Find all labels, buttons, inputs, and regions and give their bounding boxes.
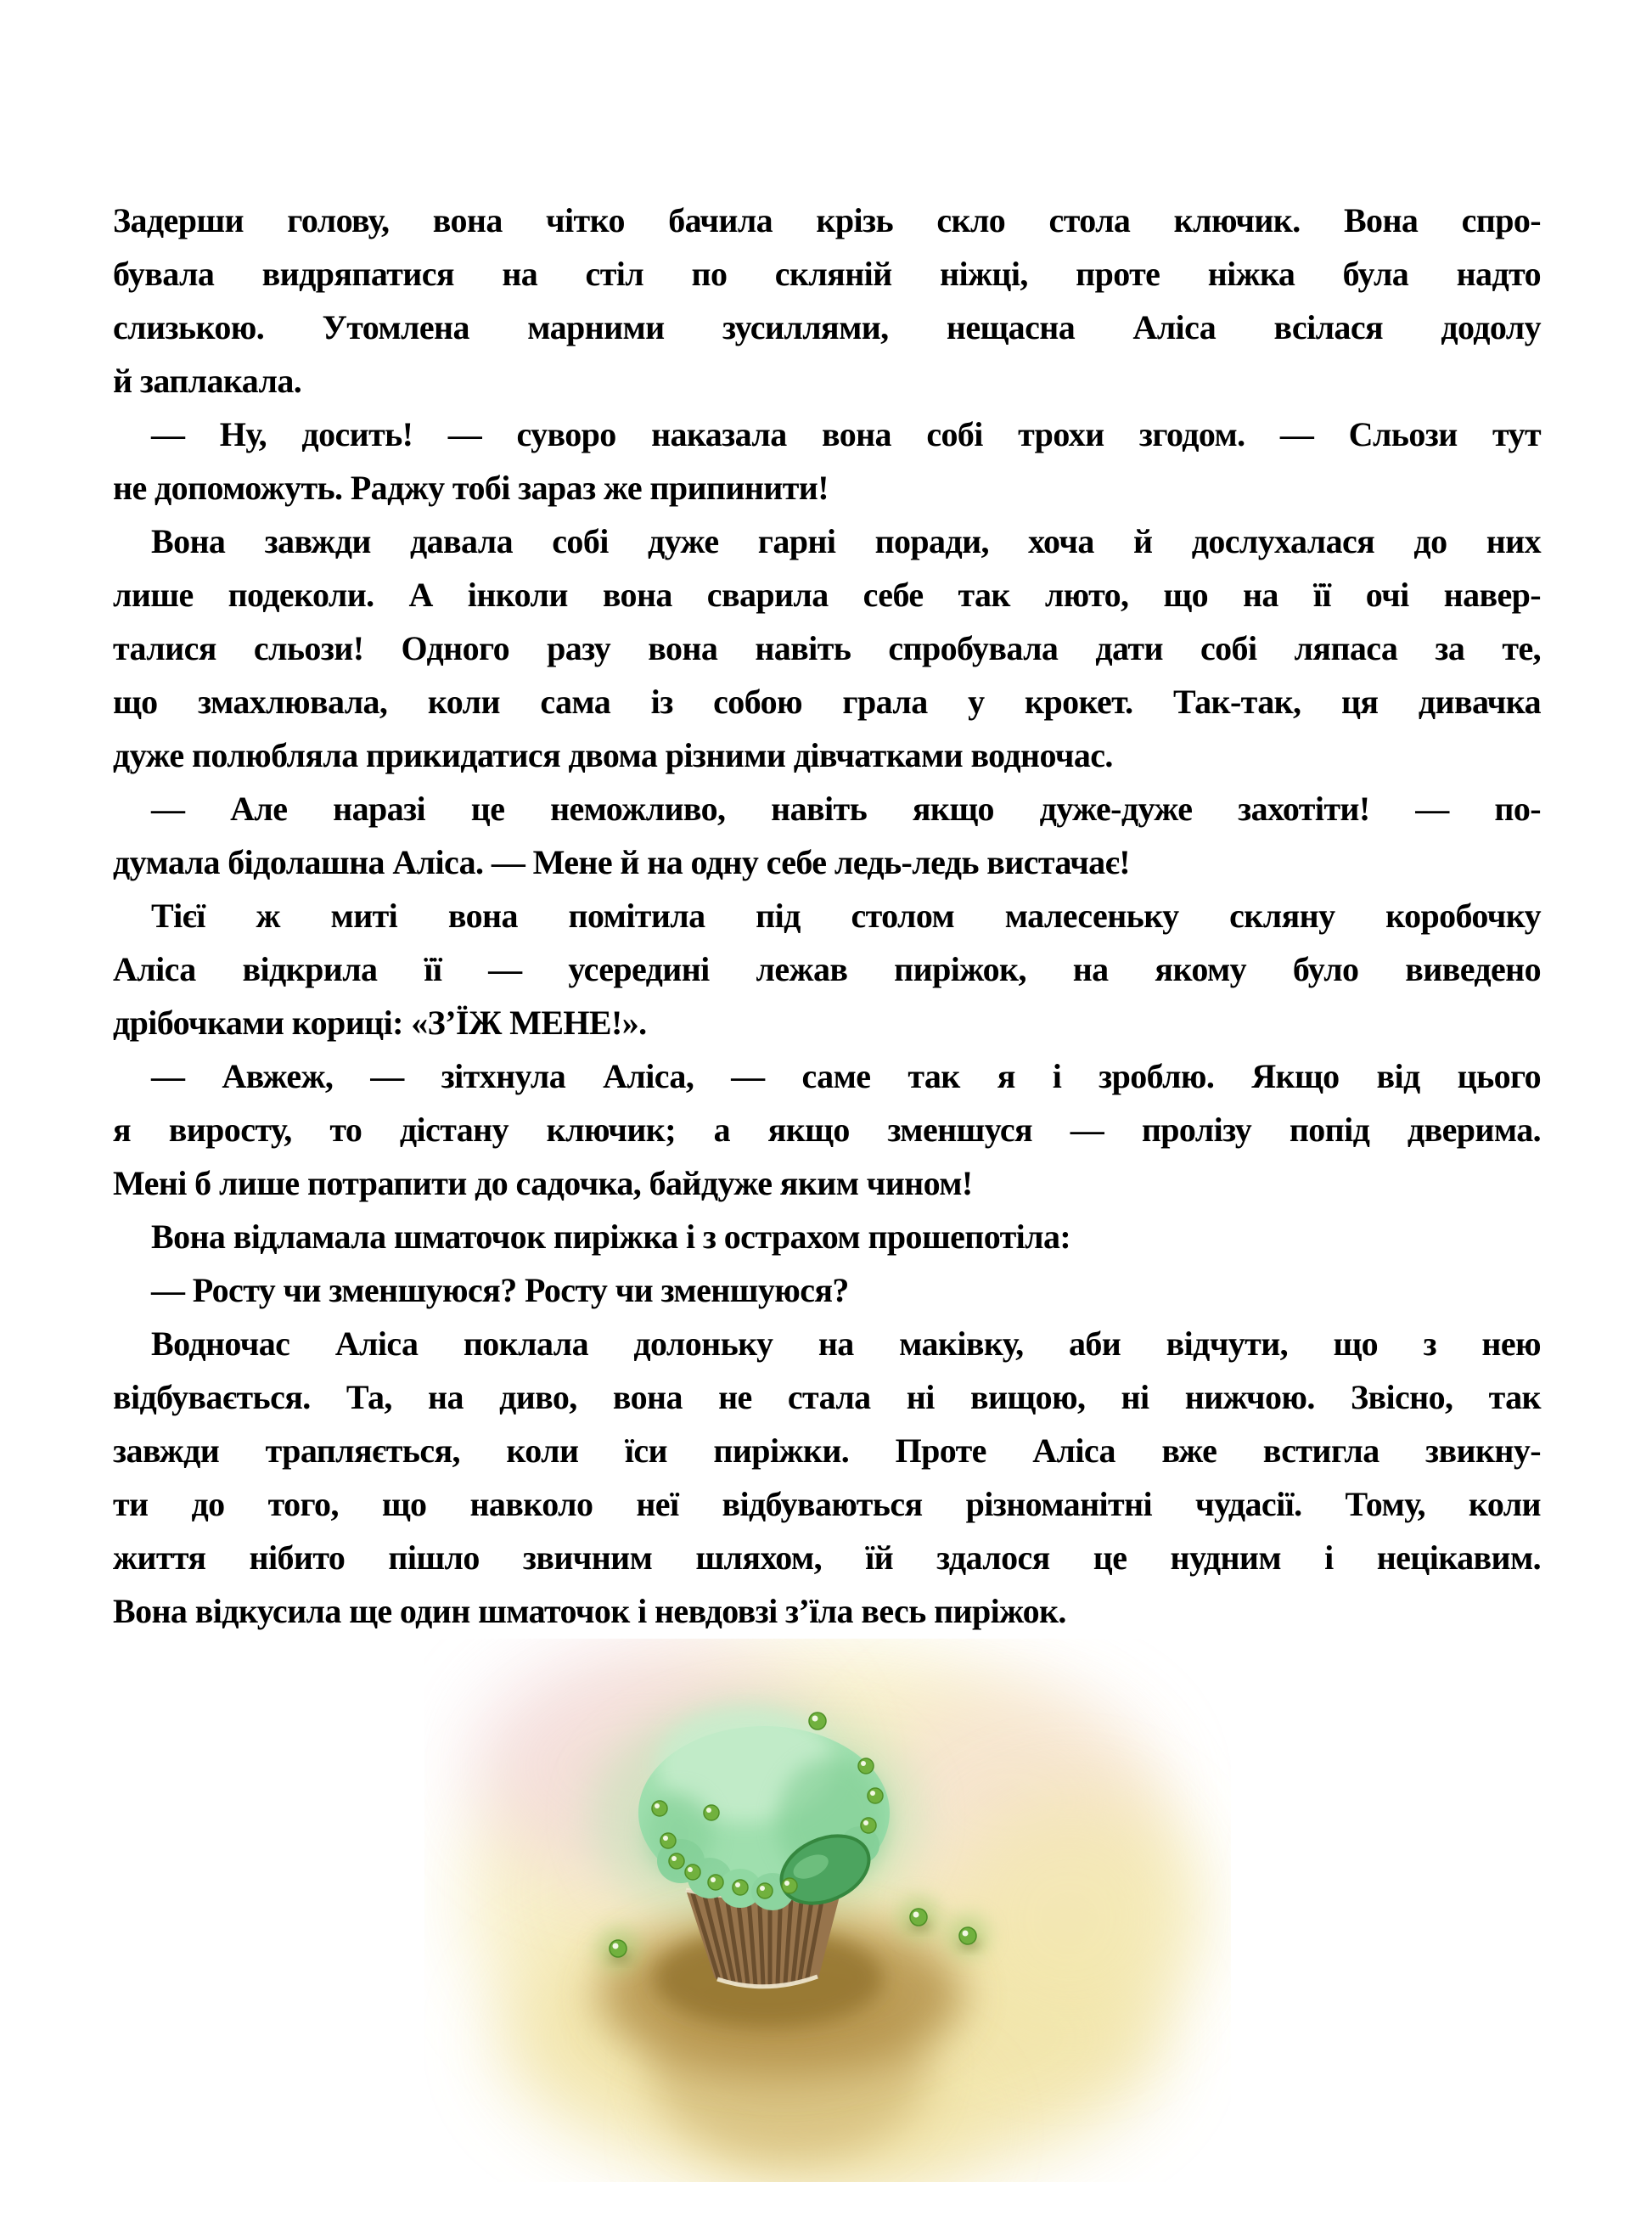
- text-line: життя нібито пішло звичним шляхом, їй здалося це нудним і нецікавим.: [113, 1538, 1541, 1577]
- cupcake-illustration: [424, 1639, 1231, 2182]
- text-line: ти до того, що навколо неї відбуваються різноманітні чудасії. Тому, коли: [113, 1485, 1541, 1523]
- text-line: Задерши голову, вона чітко бачила крізь скло стола ключик. Вона спро-: [113, 201, 1541, 239]
- text-line: Вона відкусила ще один шматочок і невдовзі з’їла весь пиріжок.: [113, 1592, 1066, 1630]
- text-line: — Ну, досить! — суворо наказала вона собі трохи згодом. — Сльози тут: [151, 415, 1541, 453]
- text-line: — Авжеж, — зітхнула Аліса, — саме так я і зроблю. Якщо від цього: [151, 1057, 1541, 1095]
- paragraph: [113, 1210, 1541, 1263]
- text-line: дрібочками кориці: «З’ЇЖ МЕНЕ!».: [113, 1004, 647, 1042]
- text-line: талися сльози! Одного разу вона навіть спробувала дати собі ляпаса за те,: [113, 629, 1541, 667]
- paragraph: [113, 515, 1541, 782]
- text-line: я виросту, то дістану ключик; а якщо зменшуся — пролізу попід дверима.: [113, 1111, 1541, 1149]
- text-line: Водночас Аліса поклала долоньку на маківку, аби відчути, що з нею: [151, 1325, 1541, 1363]
- paragraph: [113, 1263, 1541, 1317]
- text-line: Мені б лише потрапити до садочка, байдуже яким чином!: [113, 1164, 973, 1202]
- paragraph: [113, 1049, 1541, 1210]
- text-line: Вона відламала шматочок пиріжка і з острахом прошепотіла:: [151, 1218, 1071, 1256]
- text-line: Тієї ж миті вона помітила під столом малесеньку скляну коробочку: [151, 897, 1541, 935]
- paragraph: [113, 889, 1541, 1049]
- text-line: завжди трапляється, коли їси пиріжки. Проте Аліса вже встигла звикну-: [113, 1431, 1541, 1470]
- text-line: думала бідолашна Аліса. — Мене й на одну себе ледь-ледь вистачає!: [113, 843, 1130, 881]
- text-line: бувала видряпатися на стіл по скляній ніжці, проте ніжка була надто: [113, 255, 1541, 293]
- text-line: Вона завжди давала собі дуже гарні поради, хоча й дослухалася до них: [151, 522, 1541, 560]
- text-line: слизькою. Утомлена марними зусиллями, нещасна Аліса всілася додолу: [113, 308, 1541, 346]
- cupcake-illustration-svg: [424, 1639, 1231, 2182]
- text-line: й заплакала.: [113, 362, 302, 400]
- text-line: дуже полюбляла прикидатися двома різними дівчатками водночас.: [113, 736, 1113, 774]
- text-line: — Росту чи зменшуюся? Росту чи зменшуюся?: [151, 1271, 849, 1309]
- paragraph: [113, 194, 1541, 408]
- text-line: лише подеколи. А інколи вона сварила себе так люто, що на її очі навер-: [113, 576, 1541, 614]
- text-line: Аліса відкрила її — усередині лежав пиріжок, на якому було виведено: [113, 950, 1541, 988]
- text-line: відбувається. Та, на диво, вона не стала ні вищою, ні нижчою. Звісно, так: [113, 1378, 1541, 1416]
- text-line: не допоможуть. Раджу тобі зараз же припинити!: [113, 469, 829, 507]
- paragraph: [113, 408, 1541, 515]
- text-line: що змахлювала, коли сама із собою грала у крокет. Так-так, ця дивачка: [113, 683, 1541, 721]
- text-block: [113, 194, 1541, 1638]
- paragraph: [113, 1317, 1541, 1638]
- text-line: — Але наразі це неможливо, навіть якщо дуже-дуже захотіти! — по-: [151, 790, 1541, 828]
- paragraph: [113, 782, 1541, 889]
